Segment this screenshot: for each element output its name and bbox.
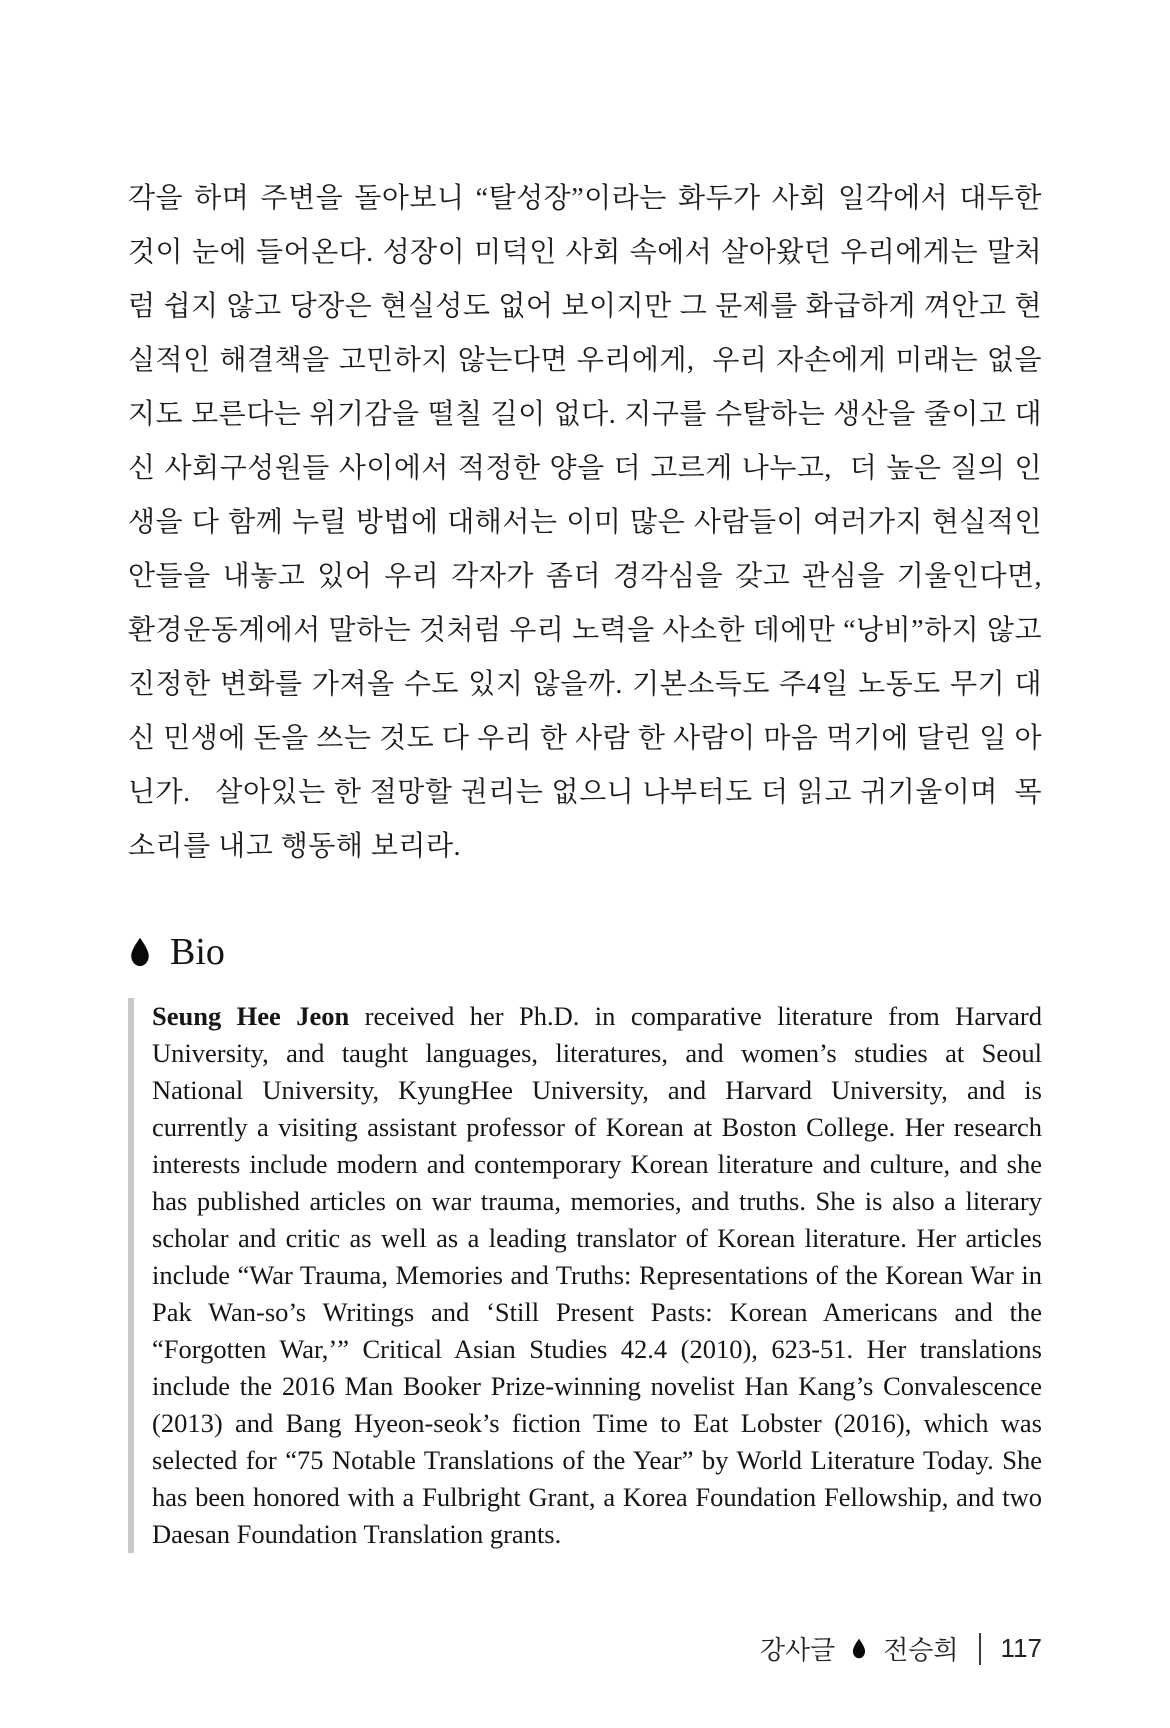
korean-body-paragraph: 각을 하며 주변을 돌아보니 “탈성장”이라는 화두가 사회 일각에서 대두한 것이 눈에 들어온다. 성장이 미덕인 사회 속에서 살아왔던 우리에게는 말처럼 쉽지 않고 당장은 현실성도 없어 보이지만 그 문제를 화급하게 껴안고 현실적인 해결책을 고민하지 않는다면 우리에게, 우리 자손에게 미래는 없을지도 모른다는 위기감을 떨칠 길이 없다. 지구를 수탈하는 생산을 줄이고 대신 사회구성원들 사이에서 적정한 양을 더 고르게 나누고, 더 높은 질의 인생을 다 함께 누릴 방법에 대해서는 이미 많은 사람들이 여러가지 현실적인 안들을 내놓고 있어 우리 각자가 좀더 경각심을 갖고 관심을 기울인다면, 환경운동계에서 말하는 것처럼 우리 노력을 사소한 데에만 “낭비”하지 않고 진정한 변화를 가져올 수도 있지 않을까. 기본소득도 주4일 노동도 무기 대신 민생에 돈을 쓰는 것도 다 우리 한 사람 한 사람이 마음 먹기에 달린 일 아닌가. 살아있는 한 절망할 권리는 없으니 나부터도 더 읽고 귀기울이며 목소리를 내고 행동해 보리라. bbox=[128, 183, 1057, 862]
bio-paragraph bbox=[152, 998, 1042, 1553]
droplet-icon bbox=[128, 937, 152, 967]
bio-heading bbox=[128, 930, 1042, 974]
droplet-icon bbox=[851, 1638, 867, 1659]
bio-body-text: received her Ph.D. in comparative literature from Harvard University, and taught languages, literatures, and women’s studies at Seoul National University, KyungHee University, and Harvard University, and is currently a visiting assistant professor of Korean at Boston College. Her research interests include modern and contemporary Korean literature and culture, and she has published articles on war trauma, memories, and truths. She is also a literary scholar and critic as well as a leading translator of Korean literature. Her articles include “War Trauma, Memories and Truths: Representations of the Korean War in Pak Wan-so’s Writings and ‘Still Present Pasts: Korean Americans and the “Forgotten War,’” Critical Asian Studies 42.4 (2010), 623-51. Her translations include the 2016 Man Booker Prize-winning novelist Han Kang’s Convalescence (2013) and Bang Hyeon-seok’s fiction Time to Eat Lobster (2016), which was selected for “75 Notable Translations of the Year” by World Literature Today. She has been honored with a Fulbright Grant, a Korea Foundation Fellowship, and two Daesan Foundation Translation grants. bbox=[152, 1001, 1042, 1549]
footer-page-number: 117 bbox=[1000, 1633, 1042, 1663]
page-content bbox=[128, 0, 1057, 1553]
footer-section-label: 강사글 bbox=[759, 1635, 836, 1665]
bio-left-rule bbox=[128, 998, 134, 1553]
bio-heading-label: Bio bbox=[170, 931, 225, 973]
page-footer bbox=[760, 1630, 1042, 1667]
footer-divider bbox=[979, 1633, 981, 1665]
bio-section bbox=[128, 998, 1042, 1553]
bio-author-name: Seung Hee Jeon bbox=[152, 1001, 350, 1031]
footer-author-name: 전승희 bbox=[883, 1635, 959, 1665]
